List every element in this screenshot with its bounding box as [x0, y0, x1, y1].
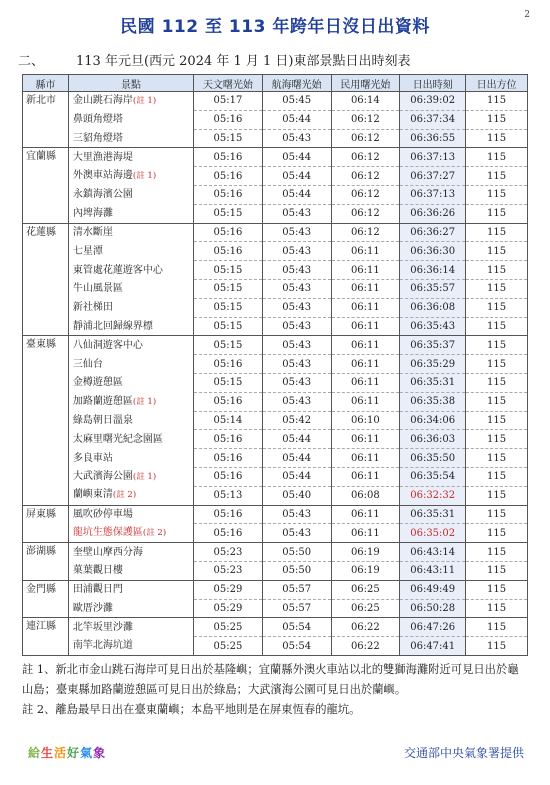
- astronomical-twilight-cell: 05:16: [194, 524, 263, 543]
- spot-note: (註 1): [132, 396, 157, 407]
- spot-name: 三貂角燈塔: [72, 132, 123, 144]
- sunrise-time-cell: 06:35:31: [400, 373, 466, 392]
- sunrise-azimuth-cell: 115: [466, 618, 528, 637]
- spot-name: 蘭嶼東清: [72, 489, 113, 501]
- civil-twilight-cell: 06:12: [331, 185, 400, 204]
- sunrise-azimuth-cell: 115: [466, 261, 528, 280]
- table-row: [23, 92, 528, 111]
- table-row: [23, 561, 528, 580]
- astronomical-twilight-cell: 05:25: [194, 637, 263, 656]
- nautical-twilight-cell: 05:44: [262, 148, 331, 167]
- table-row: [23, 637, 528, 656]
- sunrise-azimuth-cell: 115: [466, 242, 528, 261]
- spot-cell: [68, 505, 193, 524]
- spot-name: 奎壁山摩西分海: [72, 546, 143, 558]
- sunrise-time-cell: 06:35:57: [400, 279, 466, 298]
- nautical-twilight-cell: 05:43: [262, 298, 331, 317]
- spot-cell: [68, 167, 193, 186]
- nautical-twilight-cell: 05:40: [262, 486, 331, 505]
- table-row: [23, 298, 528, 317]
- sunrise-azimuth-cell: 115: [466, 561, 528, 580]
- astronomical-twilight-cell: 05:25: [194, 618, 263, 637]
- sunrise-azimuth-cell: 115: [466, 467, 528, 486]
- table-row: [23, 505, 528, 524]
- spot-cell: [68, 467, 193, 486]
- sunrise-time-cell: 06:49:49: [400, 580, 466, 599]
- nautical-twilight-cell: 05:44: [262, 185, 331, 204]
- sunrise-azimuth-cell: 115: [466, 637, 528, 656]
- sunrise-azimuth-cell: 115: [466, 580, 528, 599]
- spot-cell: [68, 129, 193, 148]
- table-row: [23, 524, 528, 543]
- civil-twilight-cell: 06:10: [331, 411, 400, 430]
- column-header: 航海曙光始: [262, 75, 331, 92]
- civil-twilight-cell: 06:19: [331, 561, 400, 580]
- sunrise-time-cell: 06:39:02: [400, 92, 466, 111]
- table-row: [23, 336, 528, 355]
- spot-note: (註 1): [132, 96, 157, 107]
- spot-note: (註 2): [112, 490, 137, 501]
- table-row: [23, 467, 528, 486]
- civil-twilight-cell: 06:11: [331, 373, 400, 392]
- civil-twilight-cell: 06:08: [331, 486, 400, 505]
- astronomical-twilight-cell: 05:16: [194, 449, 263, 468]
- spot-cell: [68, 110, 193, 129]
- spot-cell: [68, 599, 193, 618]
- civil-twilight-cell: 06:19: [331, 543, 400, 562]
- table-row: [23, 167, 528, 186]
- nautical-twilight-cell: 05:44: [262, 449, 331, 468]
- sunrise-time-cell: 06:43:14: [400, 543, 466, 562]
- sunrise-time-cell: 06:37:13: [400, 185, 466, 204]
- note-1: 註 1、新北市金山跳石海岸可見日出於基隆嶼；宜蘭縣外澳火車站以北的雙獅海灘附近可見日出於龜山島；臺東縣加路蘭遊憩區可見日出於綠島；大武濱海公園可見日出於蘭嶼。: [22, 663, 519, 696]
- column-header: 民用曙光始: [331, 75, 400, 92]
- nautical-twilight-cell: 05:57: [262, 599, 331, 618]
- spot-cell: [68, 449, 193, 468]
- civil-twilight-cell: 06:11: [331, 336, 400, 355]
- spot-name: 多良車站: [72, 452, 113, 464]
- spot-name: 外澳車站海邊: [72, 170, 133, 182]
- astronomical-twilight-cell: 05:16: [194, 355, 263, 374]
- astronomical-twilight-cell: 05:16: [194, 185, 263, 204]
- section-number: 二、: [18, 54, 45, 69]
- astronomical-twilight-cell: 05:15: [194, 317, 263, 336]
- astronomical-twilight-cell: 05:14: [194, 411, 263, 430]
- nautical-twilight-cell: 05:43: [262, 242, 331, 261]
- sunrise-azimuth-cell: 115: [466, 411, 528, 430]
- sunrise-time-cell: 06:43:11: [400, 561, 466, 580]
- nautical-twilight-cell: 05:43: [262, 317, 331, 336]
- provider-credit: 交通部中央氣象署提供: [403, 746, 524, 760]
- table-row: [23, 148, 528, 167]
- nautical-twilight-cell: 05:43: [262, 336, 331, 355]
- civil-twilight-cell: 06:11: [331, 467, 400, 486]
- civil-twilight-cell: 06:25: [331, 599, 400, 618]
- spot-cell: [68, 298, 193, 317]
- astronomical-twilight-cell: 05:15: [194, 204, 263, 223]
- sunrise-time-cell: 06:50:28: [400, 599, 466, 618]
- table-row: [23, 242, 528, 261]
- sunrise-time-cell: 06:36:08: [400, 298, 466, 317]
- sunrise-azimuth-cell: 115: [466, 505, 528, 524]
- spot-name: 牛山風景區: [72, 283, 123, 295]
- civil-twilight-cell: 06:11: [331, 242, 400, 261]
- civil-twilight-cell: 06:11: [331, 279, 400, 298]
- sunrise-table: [22, 74, 528, 656]
- table-row: [23, 204, 528, 223]
- sunrise-azimuth-cell: 115: [466, 204, 528, 223]
- astronomical-twilight-cell: 05:15: [194, 129, 263, 148]
- spot-name: 靜浦北回歸線界標: [72, 320, 153, 332]
- civil-twilight-cell: 06:22: [331, 618, 400, 637]
- sunrise-time-cell: 06:36:03: [400, 430, 466, 449]
- table-row: [23, 599, 528, 618]
- sunrise-azimuth-cell: 115: [466, 599, 528, 618]
- civil-twilight-cell: 06:11: [331, 298, 400, 317]
- table-row: [23, 279, 528, 298]
- astronomical-twilight-cell: 05:13: [194, 486, 263, 505]
- astronomical-twilight-cell: 05:29: [194, 580, 263, 599]
- sunrise-time-cell: 06:35:50: [400, 449, 466, 468]
- astronomical-twilight-cell: 05:16: [194, 505, 263, 524]
- sunrise-azimuth-cell: 115: [466, 392, 528, 411]
- astronomical-twilight-cell: 05:16: [194, 430, 263, 449]
- sunrise-time-cell: 06:35:38: [400, 392, 466, 411]
- sunrise-time-cell: 06:37:27: [400, 167, 466, 186]
- sunrise-time-cell: 06:47:26: [400, 618, 466, 637]
- spot-cell: [68, 185, 193, 204]
- sunrise-azimuth-cell: 115: [466, 430, 528, 449]
- sunrise-azimuth-cell: 115: [466, 279, 528, 298]
- spot-cell: [68, 261, 193, 280]
- astronomical-twilight-cell: 05:16: [194, 467, 263, 486]
- sunrise-azimuth-cell: 115: [466, 92, 528, 111]
- civil-twilight-cell: 06:11: [331, 505, 400, 524]
- county-cell: 屏東縣: [23, 505, 69, 543]
- civil-twilight-cell: 06:12: [331, 204, 400, 223]
- slogan-char: 象: [93, 746, 107, 760]
- spot-cell: [68, 223, 193, 242]
- section-subtitle: [18, 50, 411, 69]
- spot-name: 歐厝沙灘: [72, 602, 113, 614]
- column-header: 天文曙光始: [194, 75, 263, 92]
- civil-twilight-cell: 06:14: [331, 92, 400, 111]
- table-row: [23, 392, 528, 411]
- astronomical-twilight-cell: 05:16: [194, 110, 263, 129]
- astronomical-twilight-cell: 05:15: [194, 373, 263, 392]
- nautical-twilight-cell: 05:43: [262, 392, 331, 411]
- spot-cell: [68, 411, 193, 430]
- sunrise-time-cell: 06:47:41: [400, 637, 466, 656]
- sunrise-azimuth-cell: 115: [466, 317, 528, 336]
- page-number: 2: [524, 10, 530, 20]
- spot-name: 新社梯田: [72, 302, 113, 314]
- county-cell: 澎湖縣: [23, 543, 69, 581]
- column-header: 景點: [68, 75, 193, 92]
- table-row: [23, 110, 528, 129]
- spot-cell: [68, 148, 193, 167]
- sunrise-azimuth-cell: 115: [466, 298, 528, 317]
- nautical-twilight-cell: 05:44: [262, 430, 331, 449]
- county-cell: 宜蘭縣: [23, 148, 69, 223]
- column-header: 縣市: [23, 75, 69, 92]
- sunrise-azimuth-cell: 115: [466, 543, 528, 562]
- nautical-twilight-cell: 05:43: [262, 524, 331, 543]
- nautical-twilight-cell: 05:43: [262, 505, 331, 524]
- spot-name: 金山跳石海岸: [72, 95, 133, 107]
- spot-name: 北竿坂里沙灘: [72, 621, 133, 633]
- table-header-row: [23, 75, 528, 92]
- spot-name: 大里漁港海堤: [72, 152, 133, 164]
- spot-cell: [68, 524, 193, 543]
- section-heading: 113 年元旦(西元 2024 年 1 月 1 日)東部景點日出時刻表: [76, 54, 411, 69]
- astronomical-twilight-cell: 05:15: [194, 261, 263, 280]
- table-row: [23, 261, 528, 280]
- nautical-twilight-cell: 05:54: [262, 618, 331, 637]
- spot-cell: [68, 430, 193, 449]
- table-row: [23, 486, 528, 505]
- county-cell: 金門縣: [23, 580, 69, 618]
- civil-twilight-cell: 06:11: [331, 392, 400, 411]
- table-row: [23, 430, 528, 449]
- spot-cell: [68, 204, 193, 223]
- nautical-twilight-cell: 05:43: [262, 129, 331, 148]
- spot-name: 七星潭: [72, 245, 103, 257]
- table-row: [23, 129, 528, 148]
- slogan-char: 好: [67, 746, 81, 760]
- nautical-twilight-cell: 05:43: [262, 204, 331, 223]
- nautical-twilight-cell: 05:43: [262, 373, 331, 392]
- slogan-char: 給: [28, 746, 42, 760]
- table-row: [23, 449, 528, 468]
- spot-name: 南竿北海坑道: [72, 640, 133, 652]
- civil-twilight-cell: 06:11: [331, 449, 400, 468]
- civil-twilight-cell: 06:12: [331, 110, 400, 129]
- spot-cell: [68, 92, 193, 111]
- table-row: [23, 317, 528, 336]
- spot-cell: [68, 618, 193, 637]
- astronomical-twilight-cell: 05:15: [194, 336, 263, 355]
- civil-twilight-cell: 06:11: [331, 261, 400, 280]
- spot-cell: [68, 543, 193, 562]
- sunrise-time-cell: 06:37:13: [400, 148, 466, 167]
- nautical-twilight-cell: 05:54: [262, 637, 331, 656]
- nautical-twilight-cell: 05:44: [262, 467, 331, 486]
- spot-cell: [68, 317, 193, 336]
- astronomical-twilight-cell: 05:15: [194, 298, 263, 317]
- sunrise-azimuth-cell: 115: [466, 373, 528, 392]
- spot-name: 永鎮海濱公園: [72, 189, 133, 201]
- nautical-twilight-cell: 05:57: [262, 580, 331, 599]
- sunrise-azimuth-cell: 115: [466, 148, 528, 167]
- spot-name: 龍坑生態保護區: [72, 526, 143, 538]
- spot-name: 加路蘭遊憩區: [72, 395, 133, 407]
- spot-cell: [68, 561, 193, 580]
- table-row: [23, 355, 528, 374]
- sunrise-time-cell: 06:37:34: [400, 110, 466, 129]
- civil-twilight-cell: 06:12: [331, 129, 400, 148]
- nautical-twilight-cell: 05:44: [262, 167, 331, 186]
- spot-name: 田浦觀日門: [72, 584, 123, 596]
- sunrise-time-cell: 06:36:55: [400, 129, 466, 148]
- sunrise-time-cell: 06:35:43: [400, 317, 466, 336]
- spot-note: (註 1): [132, 171, 157, 182]
- sunrise-time-cell: 06:36:30: [400, 242, 466, 261]
- table-row: [23, 223, 528, 242]
- spot-name: 清水斷崖: [72, 227, 113, 239]
- astronomical-twilight-cell: 05:16: [194, 223, 263, 242]
- sunrise-time-cell: 06:35:54: [400, 467, 466, 486]
- table-row: [23, 618, 528, 637]
- spot-name: 太麻里曙光紀念園區: [72, 433, 163, 445]
- nautical-twilight-cell: 05:43: [262, 261, 331, 280]
- spot-name: 三仙台: [72, 358, 103, 370]
- civil-twilight-cell: 06:12: [331, 148, 400, 167]
- slogan-char: 生: [41, 746, 55, 760]
- sunrise-azimuth-cell: 115: [466, 355, 528, 374]
- spot-name: 內埤海灘: [72, 207, 113, 219]
- page-title: 民國 112 至 113 年跨年日沒日出資料: [120, 17, 430, 37]
- astronomical-twilight-cell: 05:23: [194, 543, 263, 562]
- table-row: [23, 411, 528, 430]
- sunrise-time-cell: 06:35:29: [400, 355, 466, 374]
- spot-note: (註 1): [132, 471, 157, 482]
- county-cell: 連江縣: [23, 618, 69, 656]
- nautical-twilight-cell: 05:42: [262, 411, 331, 430]
- county-cell: 臺東縣: [23, 336, 69, 505]
- nautical-twilight-cell: 05:43: [262, 223, 331, 242]
- civil-twilight-cell: 06:25: [331, 580, 400, 599]
- table-row: [23, 185, 528, 204]
- sunrise-time-cell: 06:32:32: [400, 486, 466, 505]
- civil-twilight-cell: 06:11: [331, 355, 400, 374]
- astronomical-twilight-cell: 05:16: [194, 167, 263, 186]
- spot-cell: [68, 279, 193, 298]
- civil-twilight-cell: 06:11: [331, 524, 400, 543]
- spot-name: 八仙洞遊客中心: [72, 340, 143, 351]
- sunrise-azimuth-cell: 115: [466, 167, 528, 186]
- astronomical-twilight-cell: 05:23: [194, 561, 263, 580]
- sunrise-azimuth-cell: 115: [466, 110, 528, 129]
- note-2: 註 2、離島最早日出在臺東蘭嶼；本島平地則是在屏東恆春的龍坑。: [22, 703, 361, 716]
- table-row: [23, 543, 528, 562]
- spot-name: 金樽遊憩區: [72, 377, 123, 389]
- spot-cell: [68, 336, 193, 355]
- sunrise-time-cell: 06:35:37: [400, 336, 466, 355]
- sunrise-azimuth-cell: 115: [466, 524, 528, 543]
- sunrise-time-cell: 06:35:31: [400, 505, 466, 524]
- nautical-twilight-cell: 05:43: [262, 279, 331, 298]
- sunrise-time-cell: 06:36:14: [400, 261, 466, 280]
- astronomical-twilight-cell: 05:16: [194, 242, 263, 261]
- slogan: [28, 744, 106, 761]
- table-row: [23, 373, 528, 392]
- civil-twilight-cell: 06:22: [331, 637, 400, 656]
- nautical-twilight-cell: 05:43: [262, 355, 331, 374]
- sunrise-azimuth-cell: 115: [466, 185, 528, 204]
- civil-twilight-cell: 06:12: [331, 223, 400, 242]
- astronomical-twilight-cell: 05:15: [194, 279, 263, 298]
- sunrise-time-cell: 06:35:02: [400, 524, 466, 543]
- civil-twilight-cell: 06:11: [331, 317, 400, 336]
- spot-cell: [68, 373, 193, 392]
- sunrise-azimuth-cell: 115: [466, 223, 528, 242]
- sunrise-time-cell: 06:36:26: [400, 204, 466, 223]
- county-cell: 花蓮縣: [23, 223, 69, 336]
- spot-cell: [68, 486, 193, 505]
- astronomical-twilight-cell: 05:29: [194, 599, 263, 618]
- county-cell: 新北市: [23, 92, 69, 148]
- sunrise-azimuth-cell: 115: [466, 336, 528, 355]
- civil-twilight-cell: 06:11: [331, 430, 400, 449]
- astronomical-twilight-cell: 05:17: [194, 92, 263, 111]
- spot-cell: [68, 355, 193, 374]
- astronomical-twilight-cell: 05:16: [194, 148, 263, 167]
- spot-name: 大武濱海公園: [72, 470, 133, 482]
- slogan-char: 活: [54, 746, 68, 760]
- column-header: 日出時刻: [400, 75, 466, 92]
- notes: [22, 660, 528, 720]
- nautical-twilight-cell: 05:45: [262, 92, 331, 111]
- spot-cell: [68, 637, 193, 656]
- nautical-twilight-cell: 05:50: [262, 543, 331, 562]
- spot-name: 風吹砂停車場: [72, 509, 133, 521]
- civil-twilight-cell: 06:12: [331, 167, 400, 186]
- sunrise-azimuth-cell: 115: [466, 129, 528, 148]
- slogan-char: 氣: [80, 746, 94, 760]
- sunrise-azimuth-cell: 115: [466, 486, 528, 505]
- spot-cell: [68, 392, 193, 411]
- sunrise-time-cell: 06:34:06: [400, 411, 466, 430]
- astronomical-twilight-cell: 05:16: [194, 392, 263, 411]
- column-header: 日出方位: [466, 75, 528, 92]
- spot-name: 東管處花蓮遊客中心: [72, 264, 163, 276]
- sunrise-azimuth-cell: 115: [466, 449, 528, 468]
- spot-name: 綠島朝日溫泉: [72, 414, 133, 426]
- sunrise-time-cell: 06:36:27: [400, 223, 466, 242]
- spot-note: (註 2): [142, 527, 167, 538]
- table-row: [23, 580, 528, 599]
- spot-name: 菓葉觀日樓: [72, 565, 123, 577]
- spot-name: 鼻頭角燈塔: [72, 114, 123, 126]
- spot-cell: [68, 580, 193, 599]
- nautical-twilight-cell: 05:50: [262, 561, 331, 580]
- spot-cell: [68, 242, 193, 261]
- table-body: [23, 92, 528, 656]
- nautical-twilight-cell: 05:44: [262, 110, 331, 129]
